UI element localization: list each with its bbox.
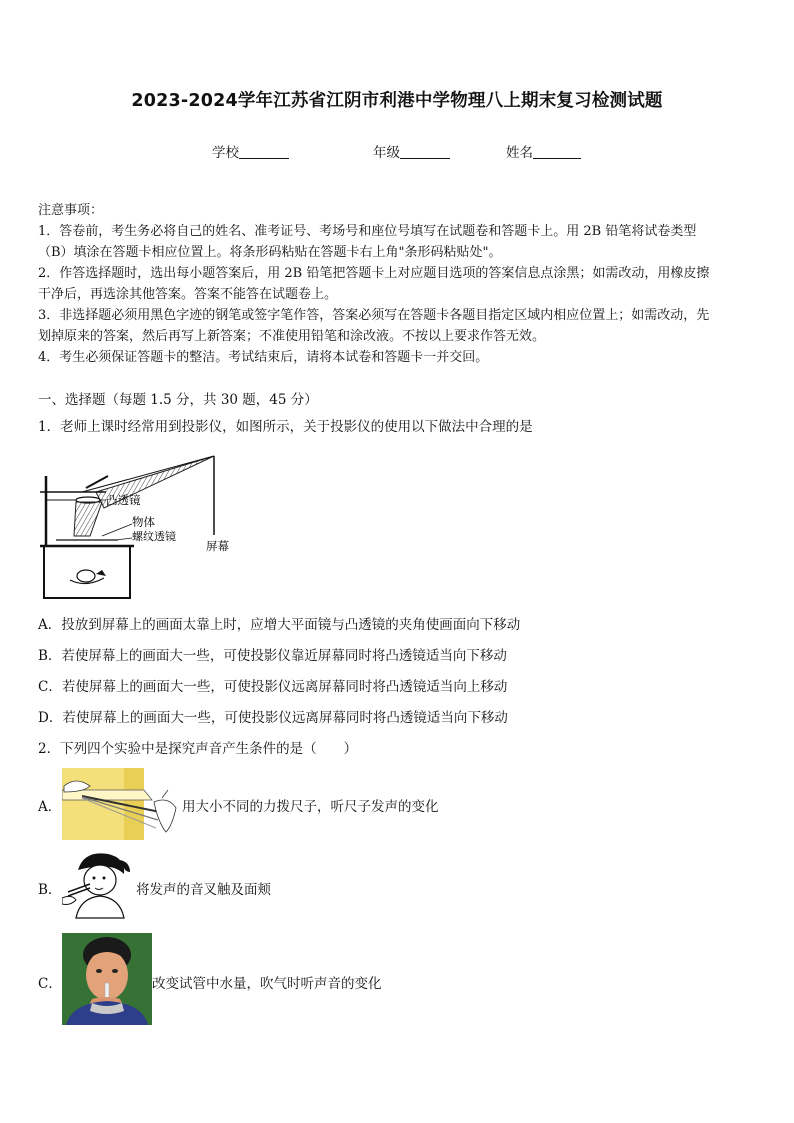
grade-label: 年级	[373, 145, 400, 161]
school-blank	[239, 144, 289, 159]
notice-line: 1．答卷前，考生务必将自己的姓名、准考证号、考场号和座位号填写在试题卷和答题卡上。用 2B 铅笔将试卷类型	[38, 224, 697, 239]
q2-option-a-text: 用大小不同的力拨尺子，听尺子发声的变化	[182, 799, 439, 815]
grade-blank	[400, 144, 450, 159]
name-label: 姓名	[506, 145, 533, 161]
option-b: B．若使屏幕上的画面大一些，可使投影仪靠近屏幕同时将凸透镜适当向下移动	[38, 648, 507, 664]
q2-option-b-text: 将发声的音叉触及面颊	[136, 882, 271, 898]
notice-line: 2．作答选择题时，选出每小题答案后，用 2B 铅笔把答题卡上对应题目选项的答案信息点涂黑；如需改动，用橡皮擦	[38, 266, 710, 281]
option-c: C．若使屏幕上的画面大一些，可使投影仪远离屏幕同时将凸透镜适当向上移动	[38, 679, 508, 695]
name-field	[506, 141, 581, 161]
question-1-stem: 1．老师上课时经常用到投影仪，如图所示，关于投影仪的使用以下做法中合理的是	[38, 419, 533, 435]
name-blank	[533, 144, 581, 159]
q2-option-c-text: 改变试管中水量，吹气时听声音的变化	[152, 976, 382, 992]
notice-line: 划掉原来的答案，然后再写上新答案；不准使用铅笔和涂改液。不按以上要求作答无效。	[38, 329, 546, 344]
school-field	[212, 141, 289, 161]
q2-option-a-letter: A．	[38, 799, 62, 815]
notice-line: 干净后，再选涂其他答案。答案不能答在试题卷上。	[38, 287, 338, 302]
section-heading: 一、选择题（每题 1.5 分，共 30 题，45 分）	[38, 392, 318, 408]
q2-option-b-letter: B．	[38, 882, 62, 898]
lens-label: 凸透镜	[106, 493, 141, 507]
q2-option-c-letter: C．	[38, 976, 62, 992]
boy-blowing-test-tube-photo	[62, 933, 152, 1025]
question-2-stem: 2．下列四个实验中是探究声音产生条件的是（ ）	[38, 741, 358, 757]
notice-line: 4．考生必须保证答题卡的整洁。考试结束后，请将本试卷和答题卡一并交回。	[38, 350, 489, 365]
fresnel-lens-label: 螺纹透镜	[132, 530, 176, 543]
notice-line: 3．非选择题必须用黑色字迹的钢笔或签字笔作答，答案必须写在答题卡各题目指定区域内相应位置上；如需改动，先	[38, 308, 710, 323]
ruler-pluck-image	[62, 768, 182, 840]
notice-heading: 注意事项：	[38, 203, 104, 218]
page-title: 2023-2024学年江苏省江阴市利港中学物理八上期末复习检测试题	[131, 91, 663, 111]
screen-label: 屏幕	[206, 539, 229, 553]
object-label: 物体	[132, 515, 155, 529]
notice-line: （B）填涂在答题卡相应位置上。将条形码粘贴在答题卡右上角"条形码粘贴处"。	[38, 245, 502, 260]
girl-tuning-fork-image	[62, 848, 136, 922]
grade-field	[373, 141, 450, 161]
option-a: A．投放到屏幕上的画面太靠上时，应增大平面镜与凸透镜的夹角使画面向下移动	[38, 617, 521, 633]
option-d: D．若使屏幕上的画面大一些，可使投影仪远离屏幕同时将凸透镜适当向下移动	[38, 710, 508, 726]
school-label: 学校	[212, 145, 239, 161]
projector-figure	[34, 448, 264, 606]
